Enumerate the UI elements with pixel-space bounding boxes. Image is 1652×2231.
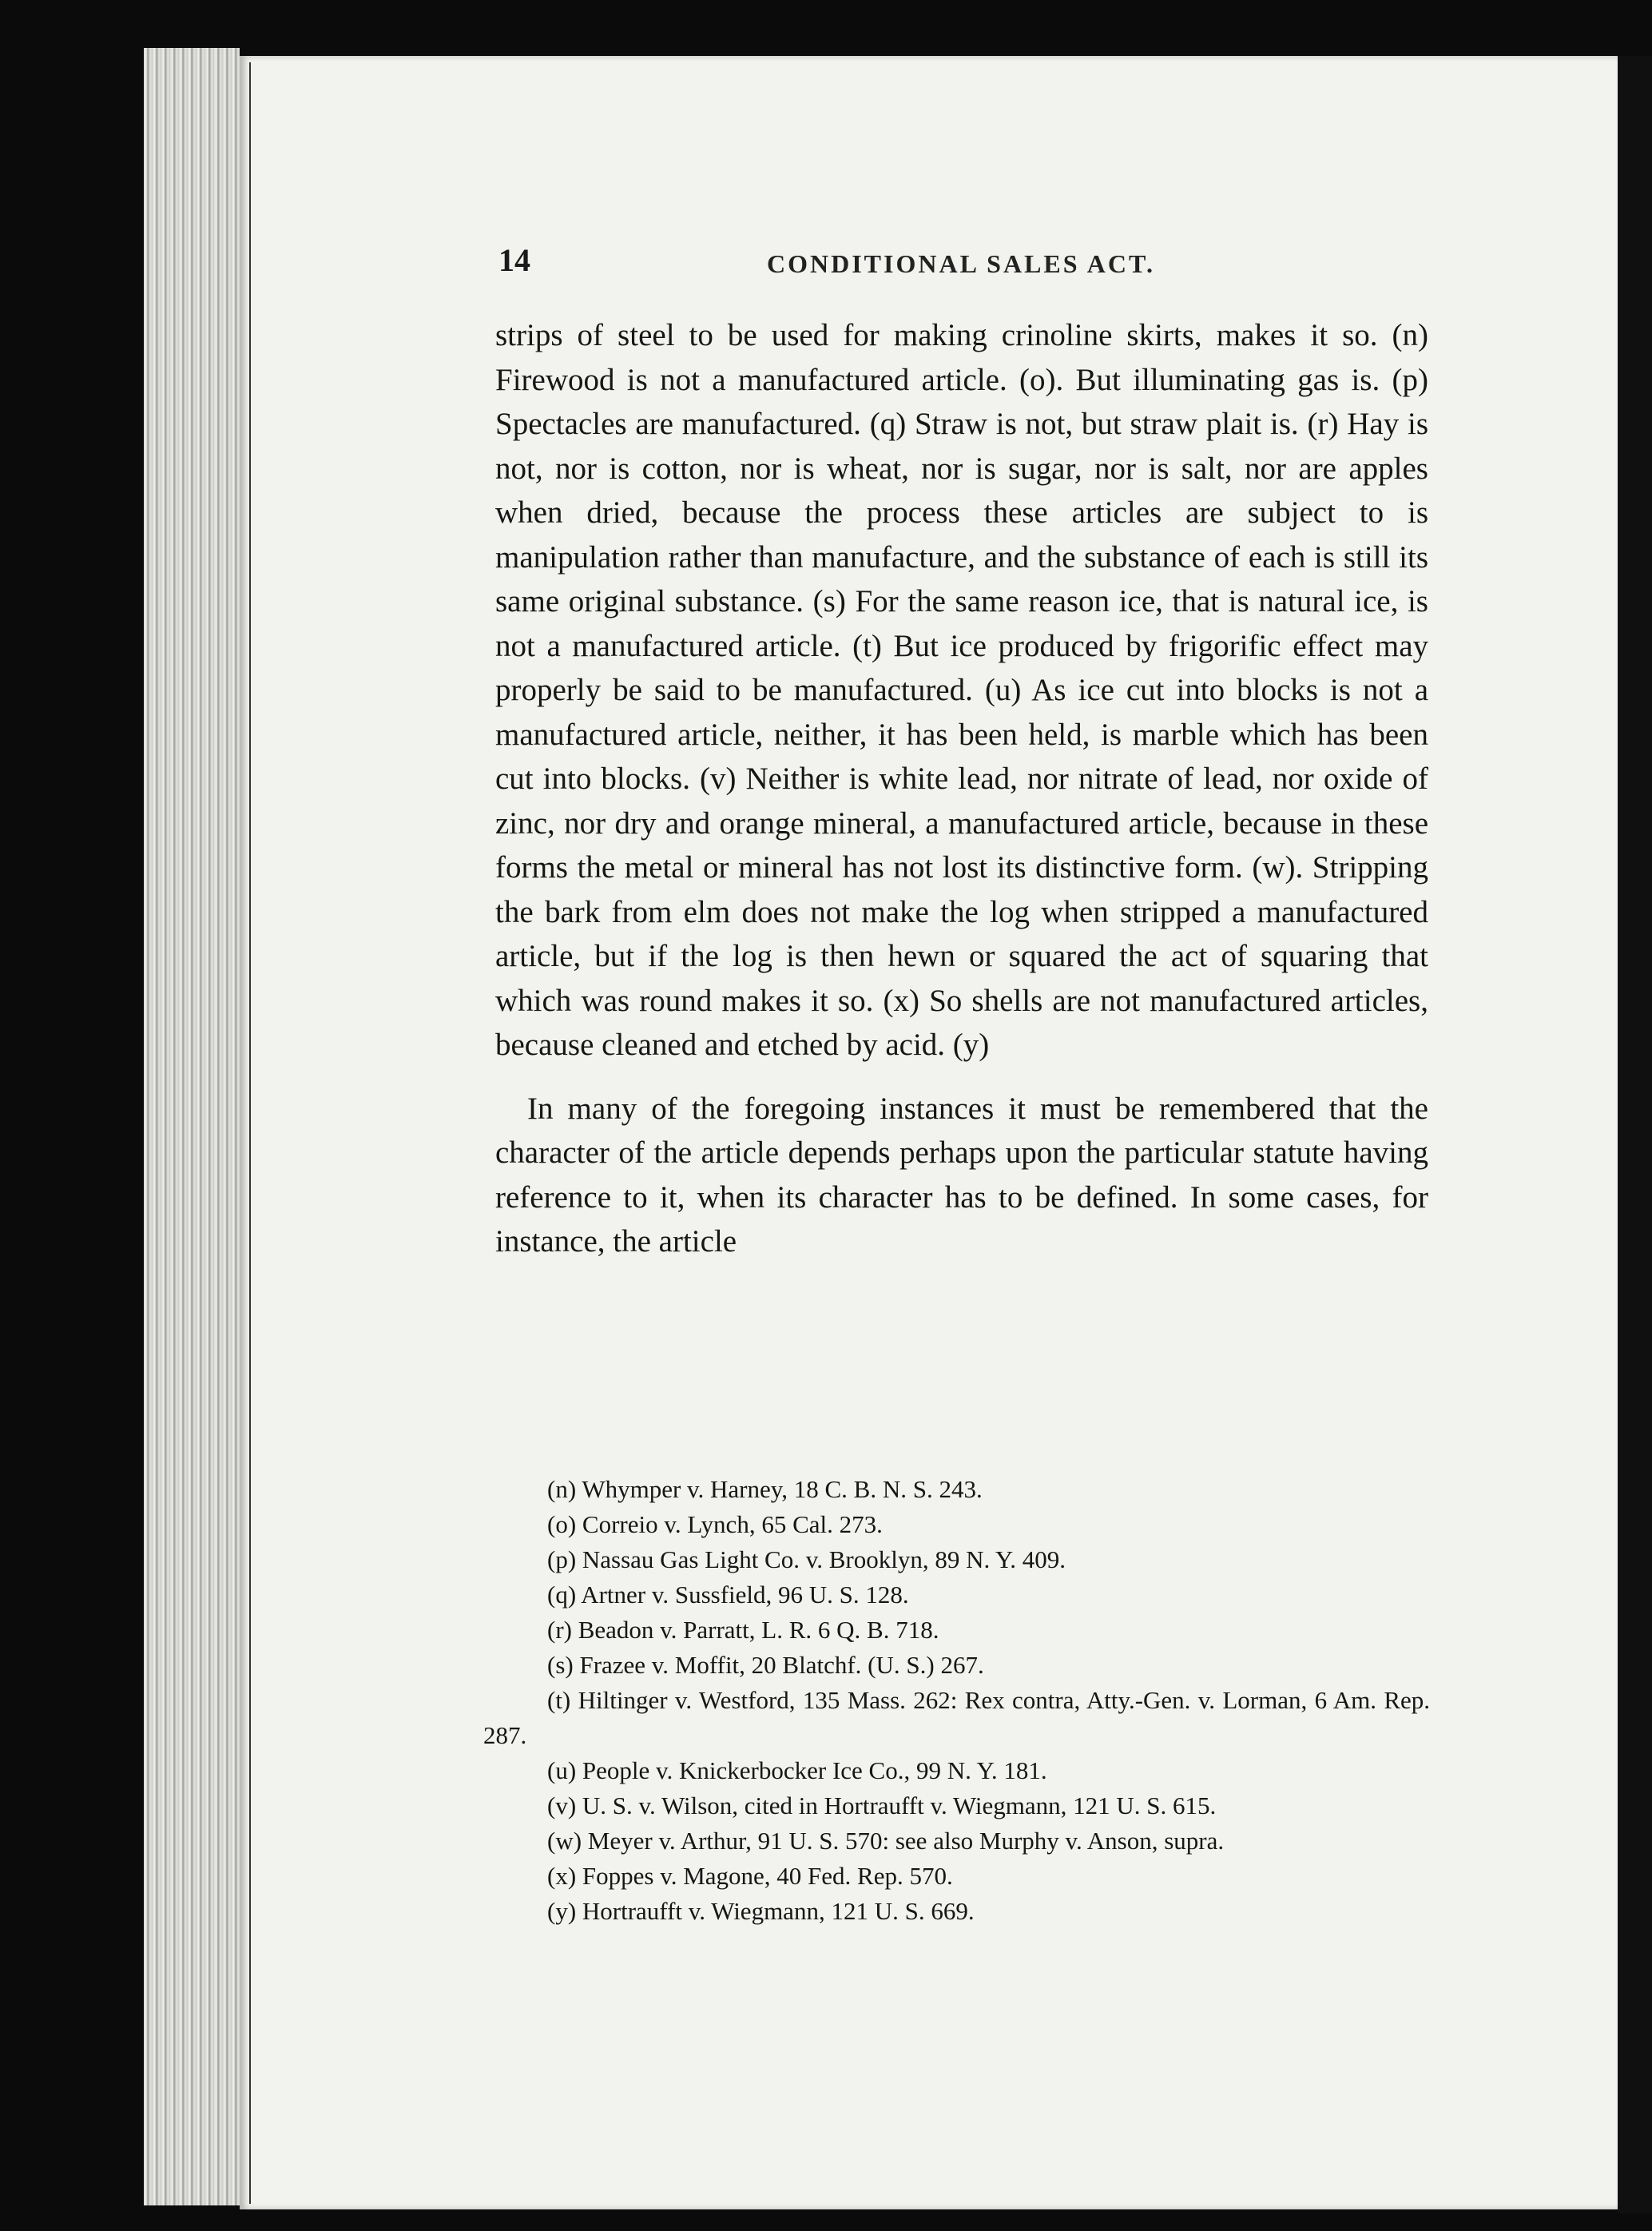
footnotes [483, 1472, 1430, 1929]
paragraph: In many of the foregoing instances it must be remembered that the character of the article depends perhaps upon the particular statute having reference to it, when its character has to be defined. In some cases, for instance, the article [495, 1091, 1428, 1259]
book-page-edges [144, 48, 240, 2205]
footnote: (o) Correio v. Lynch, 65 Cal. 273. [547, 1510, 883, 1538]
paragraph: strips of steel to be used for making crinoline skirts, makes it so. (n) Firewood is not a manufactured article. (o). But illuminating gas is. (p) Spectacles are manufactured. (q) Straw is not, but straw plait is. (r) Hay is not, nor is cotton, nor is wheat, nor is sugar, nor is salt, nor are apples when dried, because the process these articles are subject to is manipulation rather than manufacture, and the substance of each is still its same original substance. (s) For the same reason ice, that is natural ice, is not a manufactured article. (t) But ice produced by frigorific effect may properly be said to be manufactured. (u) As ice cut into blocks is not a manufactured article, neither, it has been held, is marble which has been cut into blocks. (v) Neither is white lead, nor nitrate of lead, nor oxide of zinc, nor dry and orange mineral, a manufactured article, because in these forms the metal or mineral has not lost its distinctive form. (w). Stripping the bark from elm does not make the log when stripped a manufactured article, but if the log is then hewn or squared the act of squaring that which was round makes it so. (x) So shells are not manufactured articles, because cleaned and etched by acid. (y) [495, 318, 1428, 1062]
footnote: (s) Frazee v. Moffit, 20 Blatchf. (U. S.) 267. [547, 1651, 984, 1679]
body-text [495, 313, 1428, 1264]
right-shadow [1618, 56, 1652, 2213]
footnote: (v) U. S. v. Wilson, cited in Hortraufft v. Wiegmann, 121 U. S. 615. [547, 1792, 1217, 1819]
footnote: (u) People v. Knickerbocker Ice Co., 99 N. Y. 181. [547, 1756, 1047, 1784]
footnote: (n) Whymper v. Harney, 18 C. B. N. S. 243. [547, 1475, 983, 1503]
footnote: (t) Hiltinger v. Westford, 135 Mass. 262: Rex contra, Atty.-Gen. v. Lorman, 6 Am. Rep. 287. [483, 1686, 1430, 1749]
footnote: (y) Hortraufft v. Wiegmann, 121 U. S. 669. [547, 1897, 975, 1925]
footnote: (p) Nassau Gas Light Co. v. Brooklyn, 89 N. Y. 409. [547, 1545, 1066, 1573]
page-border-line [249, 62, 251, 2204]
footnote: (w) Meyer v. Arthur, 91 U. S. 570: see also Murphy v. Anson, supra. [547, 1827, 1225, 1855]
running-head: CONDITIONAL SALES ACT. [767, 249, 1155, 278]
footnote: (x) Foppes v. Magone, 40 Fed. Rep. 570. [547, 1862, 953, 1890]
footnote: (q) Artner v. Sussfield, 96 U. S. 128. [547, 1581, 909, 1609]
page-number: 14 [498, 242, 530, 278]
footnote: (r) Beadon v. Parratt, L. R. 6 Q. B. 718. [547, 1616, 939, 1644]
